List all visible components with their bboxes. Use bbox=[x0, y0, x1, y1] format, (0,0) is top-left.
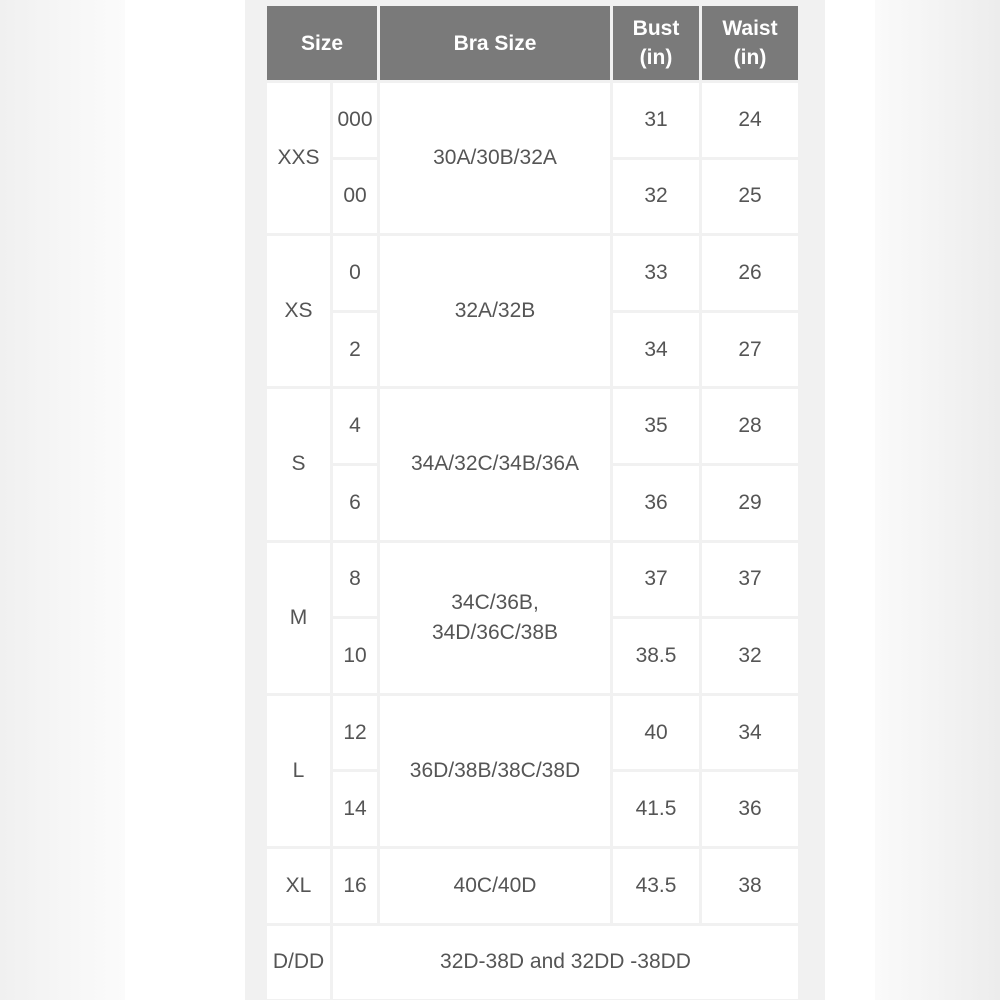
bust-cell: 40 bbox=[613, 696, 699, 770]
bust-cell: 37 bbox=[613, 543, 699, 617]
waist-cell: 27 bbox=[702, 313, 798, 387]
num-cell: 6 bbox=[333, 466, 377, 540]
header-row bbox=[267, 6, 798, 80]
waist-cell: 32 bbox=[702, 619, 798, 693]
bra-size-cell: 36D/38B/38C/38D bbox=[380, 696, 610, 846]
bust-cell: 36 bbox=[613, 466, 699, 540]
cup-note-cell: 32D-38D and 32DD -38DD bbox=[333, 926, 798, 1000]
header-waist bbox=[702, 6, 798, 80]
table-row bbox=[267, 696, 798, 770]
right-background bbox=[875, 0, 1000, 1000]
bra-size-cell: 32A/32B bbox=[380, 236, 610, 386]
table-row-footer bbox=[267, 926, 798, 1000]
waist-cell: 37 bbox=[702, 543, 798, 617]
waist-cell: 26 bbox=[702, 236, 798, 310]
bust-cell: 33 bbox=[613, 236, 699, 310]
bust-cell: 31 bbox=[613, 83, 699, 157]
header-size: Size bbox=[267, 6, 377, 80]
waist-cell: 38 bbox=[702, 849, 798, 923]
bust-cell: 38.5 bbox=[613, 619, 699, 693]
bra-size-line-2: 34D/36C/38B bbox=[431, 620, 559, 644]
size-cell-m: M bbox=[267, 543, 330, 693]
bust-cell: 35 bbox=[613, 389, 699, 463]
header-bust-label: Bust bbox=[632, 17, 680, 40]
num-cell: 00 bbox=[333, 160, 377, 234]
size-chart-table bbox=[264, 3, 801, 1002]
num-cell: 000 bbox=[333, 83, 377, 157]
num-cell: 16 bbox=[333, 849, 377, 923]
num-cell: 8 bbox=[333, 543, 377, 617]
num-cell: 10 bbox=[333, 619, 377, 693]
waist-cell: 36 bbox=[702, 772, 798, 846]
bra-size-cell: 30A/30B/32A bbox=[380, 83, 610, 233]
size-cell-xs: XS bbox=[267, 236, 330, 386]
table-row bbox=[267, 543, 798, 617]
num-cell: 2 bbox=[333, 313, 377, 387]
size-cell-xl: XL bbox=[267, 849, 330, 923]
header-waist-unit: (in) bbox=[733, 46, 767, 69]
num-cell: 0 bbox=[333, 236, 377, 310]
bra-size-cell: 34A/32C/34B/36A bbox=[380, 389, 610, 539]
bust-cell: 43.5 bbox=[613, 849, 699, 923]
header-bust bbox=[613, 6, 699, 80]
waist-cell: 29 bbox=[702, 466, 798, 540]
size-cell-xxs: XXS bbox=[267, 83, 330, 233]
table-row bbox=[267, 849, 798, 923]
table-row bbox=[267, 236, 798, 310]
header-waist-label: Waist bbox=[722, 17, 778, 40]
waist-cell: 25 bbox=[702, 160, 798, 234]
size-cell-l: L bbox=[267, 696, 330, 846]
table-row bbox=[267, 389, 798, 463]
num-cell: 12 bbox=[333, 696, 377, 770]
bra-size-cell bbox=[380, 543, 610, 693]
waist-cell: 24 bbox=[702, 83, 798, 157]
waist-cell: 28 bbox=[702, 389, 798, 463]
left-background bbox=[0, 0, 125, 1000]
num-cell: 14 bbox=[333, 772, 377, 846]
bust-cell: 32 bbox=[613, 160, 699, 234]
table-row bbox=[267, 83, 798, 157]
header-bust-unit: (in) bbox=[639, 46, 673, 69]
waist-cell: 34 bbox=[702, 696, 798, 770]
bust-cell: 41.5 bbox=[613, 772, 699, 846]
bust-cell: 34 bbox=[613, 313, 699, 387]
size-cell-s: S bbox=[267, 389, 330, 539]
bra-size-line-1: 34C/36B, bbox=[451, 590, 539, 614]
num-cell: 4 bbox=[333, 389, 377, 463]
bra-size-cell: 40C/40D bbox=[380, 849, 610, 923]
header-bra-size: Bra Size bbox=[380, 6, 610, 80]
size-cell-d-dd: D/DD bbox=[267, 926, 330, 1000]
